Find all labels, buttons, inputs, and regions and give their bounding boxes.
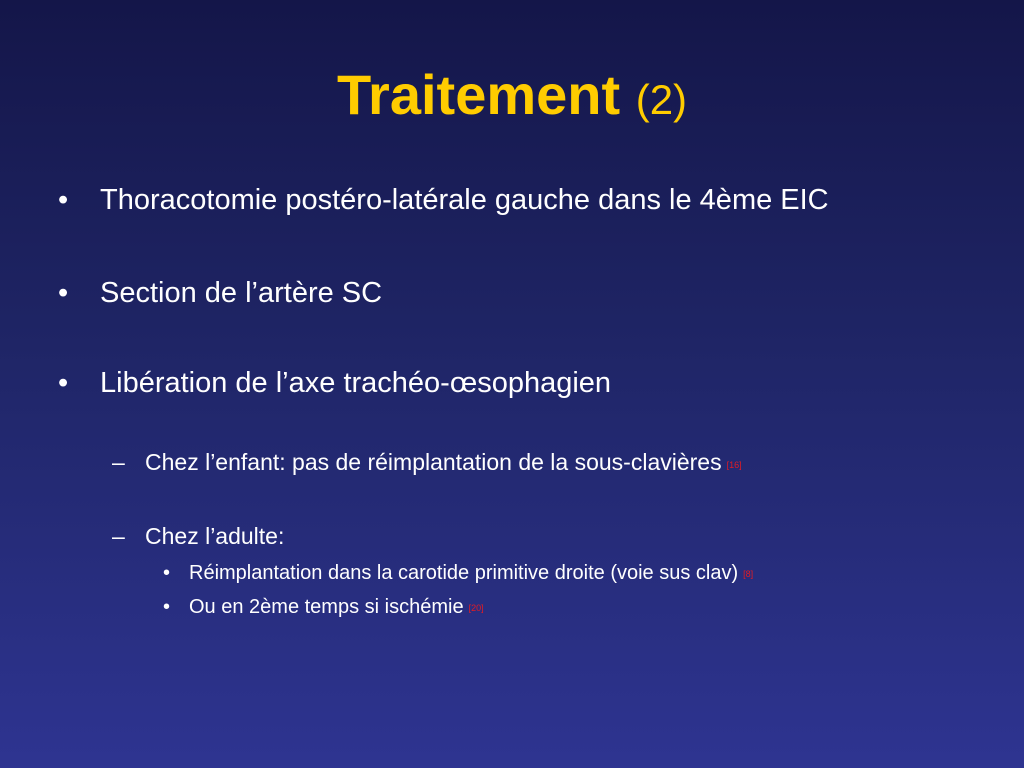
- sub-sub-bullet-label: Réimplantation dans la carotide primitive droite (voie sus clav): [189, 562, 739, 584]
- slide-title: [0, 60, 1024, 135]
- reference-link[interactable]: [20]: [468, 603, 484, 613]
- sub-bullet-label: Chez l’enfant: pas de réimplantation de la sous-clavières: [145, 449, 722, 475]
- reference-link[interactable]: [8]: [743, 569, 754, 579]
- sub-bullet-text: Chez l’adulte:: [145, 523, 285, 549]
- title-main: Traitement: [336, 63, 621, 126]
- sub-bullet-text: [145, 448, 742, 479]
- bullet-icon: •: [58, 367, 69, 399]
- sub-sub-bullet-label: Ou en 2ème temps si ischémie: [189, 596, 464, 618]
- title-subtitle-number: (2): [635, 76, 688, 123]
- reference-link[interactable]: [16]: [726, 460, 742, 470]
- dash-icon: –: [112, 449, 125, 475]
- bullet-text: Libération de l’axe trachéo-œsophagien: [100, 367, 612, 399]
- bullet-icon: •: [163, 562, 171, 584]
- bullet-icon: •: [58, 277, 69, 309]
- sub-sub-bullet-text: [189, 561, 753, 586]
- bullet-icon: •: [163, 596, 171, 618]
- bullet-icon: •: [58, 184, 69, 216]
- bullet-text: Thoracotomie postéro-latérale gauche dans le 4ème EIC: [100, 184, 829, 216]
- bullet-text: Section de l’artère SC: [100, 277, 383, 309]
- sub-sub-bullet-text: [189, 595, 484, 620]
- dash-icon: –: [112, 523, 125, 549]
